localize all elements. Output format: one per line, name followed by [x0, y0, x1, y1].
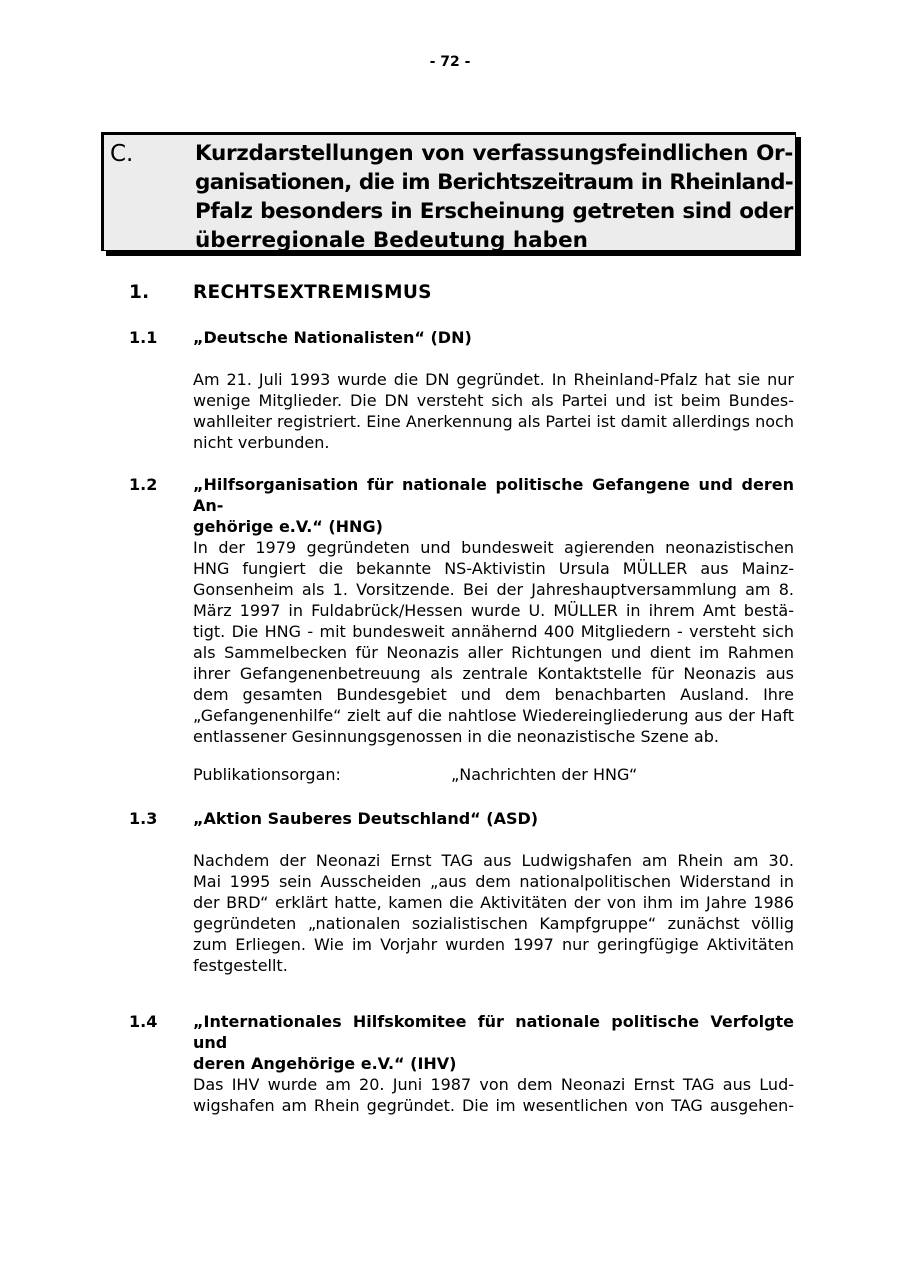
paragraph	[193, 850, 794, 976]
subsection-title: „Aktion Sauberes Deutschland“ (ASD)	[193, 809, 539, 828]
text-line: Am 21. Juli 1993 wurde die DN gegründet. In Rheinland-Pfalz hat sie nur	[193, 370, 794, 389]
text-line: Das IHV wurde am 20. Juni 1987 von dem Neonazi Ernst TAG aus Lud-	[193, 1075, 794, 1094]
section-number: 1.	[129, 282, 150, 303]
chapter-heading-box	[101, 132, 796, 251]
text-line: festgestellt.	[193, 956, 288, 975]
chapter-title-line: Pfalz besonders in Erscheinung getreten sind oder	[195, 199, 793, 224]
subsection-number: 1.2	[129, 475, 158, 494]
chapter-title	[195, 139, 793, 255]
text-line: Gonsenheim als 1. Vorsitzende. Bei der Jahreshauptversammlung am 8.	[193, 580, 794, 599]
text-line: wenige Mitglieder. Die DN versteht sich als Partei und ist beim Bundes-	[193, 391, 794, 410]
section-title: RECHTSEXTREMISMUS	[193, 282, 432, 303]
chapter-title-line: überregionale Bedeutung haben	[195, 228, 588, 253]
text-line: gegründeten „nationalen sozialistischen Kampfgruppe“ zunächst völlig	[193, 914, 794, 933]
text-line: Mai 1995 sein Ausscheiden „aus dem nationalpolitischen Widerstand in	[193, 872, 794, 891]
text-line: „Gefangenenhilfe“ zielt auf die nahtlose Wiedereingliederung aus der Haft	[193, 706, 794, 725]
text-line: In der 1979 gegründeten und bundesweit agierenden neonazistischen	[193, 538, 794, 557]
paragraph	[193, 369, 794, 453]
text-line: Nachdem der Neonazi Ernst TAG aus Ludwigshafen am Rhein am 30.	[193, 851, 794, 870]
subsection-title: „Deutsche Nationalisten“ (DN)	[193, 328, 472, 347]
text-line: nicht verbunden.	[193, 433, 330, 452]
subsection-number: 1.1	[129, 328, 158, 347]
page-number: - 72 -	[429, 54, 471, 70]
text-line: dem gesamten Bundesgebiet und dem benachbarten Ausland. Ihre	[193, 685, 794, 704]
text-line: entlassener Gesinnungsgenossen in die neonazistische Szene ab.	[193, 727, 719, 746]
chapter-title-line: Kurzdarstellungen von verfassungsfeindlichen Or-	[195, 141, 793, 166]
text-line: HNG fungiert die bekannte NS-Aktivistin Ursula MÜLLER aus Mainz-	[193, 559, 794, 578]
subsection-number: 1.3	[129, 809, 158, 828]
text-line: der BRD“ erklärt hatte, kamen die Aktivitäten der von ihm im Jahre 1986	[193, 893, 794, 912]
text-line: wigshafen am Rhein gegründet. Die im wesentlichen von TAG ausgehen-	[193, 1096, 794, 1115]
text-line: zum Erliegen. Wie im Vorjahr wurden 1997 nur geringfügige Aktivitäten	[193, 935, 794, 954]
subsection-title-line: „Internationales Hilfskomitee für nationale politische Verfolgte und	[193, 1012, 794, 1052]
subsection-title-line: „Hilfsorganisation für nationale politische Gefangene und deren An-	[193, 475, 794, 515]
subsection-title-line: deren Angehörige e.V.“ (IHV)	[193, 1054, 457, 1073]
text-line: März 1997 in Fuldabrück/Hessen wurde U. MÜLLER in ihrem Amt bestä-	[193, 601, 794, 620]
subsection-title-line: gehörige e.V.“ (HNG)	[193, 517, 383, 536]
paragraph	[193, 537, 794, 747]
subsection-number: 1.4	[129, 1012, 158, 1031]
publication-label: Publikationsorgan:	[193, 765, 341, 784]
text-line: wahlleiter registriert. Eine Anerkennung als Partei ist damit allerdings noch	[193, 412, 794, 431]
subsection-title	[193, 1011, 794, 1074]
chapter-letter: C.	[110, 141, 134, 167]
publication-value: „Nachrichten der HNG“	[451, 765, 638, 784]
chapter-title-line: ganisationen, die im Berichtszeitraum in Rheinland-	[195, 170, 793, 195]
text-line: tigt. Die HNG - mit bundesweit annähernd 400 Mitgliedern - versteht sich	[193, 622, 794, 641]
text-line: ihrer Gefangenenbetreuung als zentrale Kontaktstelle für Neonazis aus	[193, 664, 794, 683]
text-line: als Sammelbecken für Neonazis aller Richtungen und dient im Rahmen	[193, 643, 794, 662]
subsection-title	[193, 474, 794, 537]
paragraph	[193, 1074, 794, 1116]
